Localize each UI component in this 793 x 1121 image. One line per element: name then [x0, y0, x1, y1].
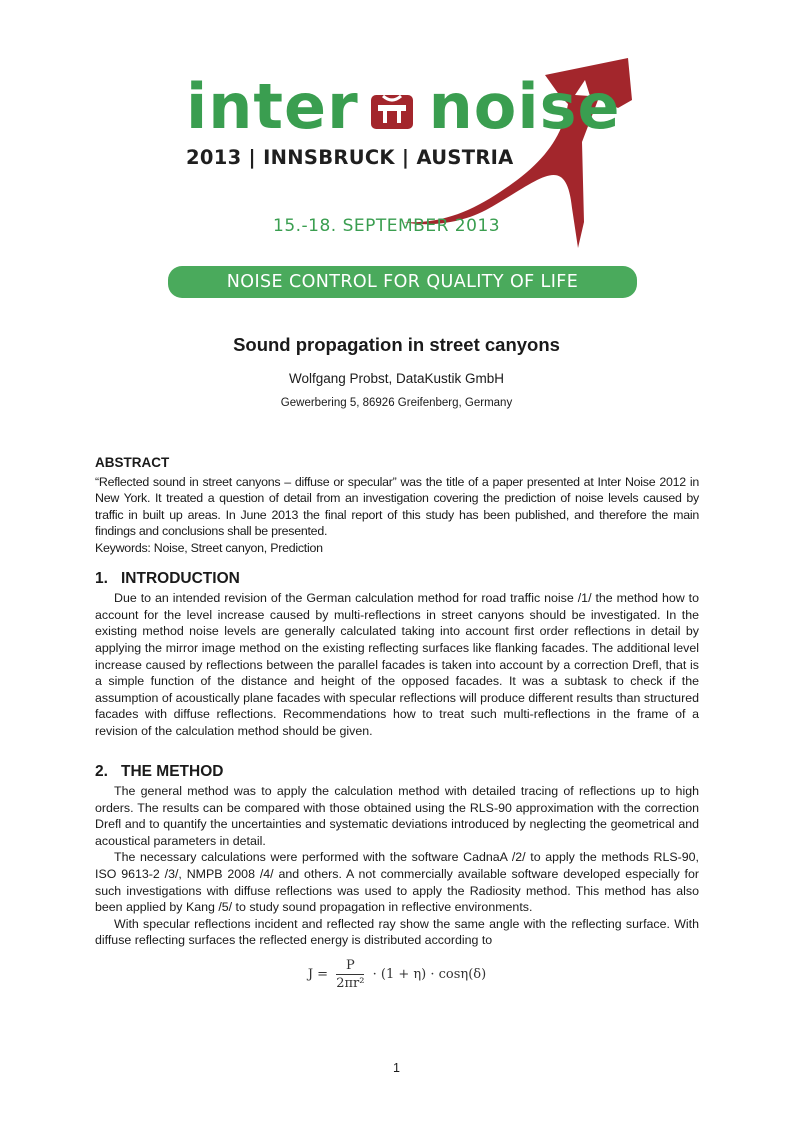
conference-location: 2013 | INNSBRUCK | AUSTRIA	[186, 146, 514, 169]
section-title: INTRODUCTION	[121, 569, 240, 587]
section-paragraph: The general method was to apply the calculation method with detailed tracing of reflections up to high orders. The results can be compared with those obtained using the RLS-90 approximation with the correction Drefl and to quantify the uncertainties and systematic deviations introduced by neglecting the geometrical and acoustical parameters in detail.	[95, 784, 699, 848]
abstract-heading: ABSTRACT	[95, 455, 170, 470]
equation-rhs: · (1 + η) · cosη(δ)	[372, 967, 487, 983]
section-heading	[95, 764, 699, 781]
conference-motto-banner: NOISE CONTROL FOR QUALITY OF LIFE	[168, 266, 637, 298]
equation-denominator: 2πr²	[336, 976, 365, 992]
section-paragraph: The necessary calculations were performed with the software CadnaA /2/ to apply the methods RLS-90, ISO 9613-2 /3/, NMPB 2008 /4/ and others. A not commercially available software developed especially for such investigations with diffuse reflections was used to apply the Radiosity method. This method has also been applied by Kang /5/ to study sound propagation in reflective environments.	[95, 850, 699, 915]
conference-date: 15.-18. SEPTEMBER 2013	[273, 216, 501, 236]
logo-emblem-icon	[369, 91, 415, 131]
section-paragraph: Due to an intended revision of the German calculation method for road traffic noise /1/ the method how to account for the level increase caused by multi-reflections in street canyons should be investigated. In the existing method noise levels are generally calculated taking into account first order reflections in detail by applying the mirror image method on the existing reflecting surfaces like flanking facades. The additional level increase caused by reflections between the parallel facades is taken into account by a correction Drefl, that is a simple function of the distance and height of the opposed facades. It was a subtask to check if the assumption of acoustically plane facades with specular reflections will produce different results than structured facades with diffuse reflections. Recommendations how to treat such multi-reflections in the frame of a revision of the calculation method should be given.	[95, 591, 699, 738]
paper-address: Gewerbering 5, 86926 Greifenberg, Germany	[280, 397, 513, 409]
abstract-text: “Reflected sound in street canyons – diffuse or specular” was the title of a paper presented at Inter Noise 2012 in New York. It treated a question of detail from an investigation covering the prediction of noise levels caused by traffic in built up areas. In June 2013 the final report of this study has been published, and therefore the main findings and conclusions shall be presented.	[95, 474, 699, 539]
equation-fraction	[336, 957, 364, 992]
equation-numerator: P	[345, 958, 355, 974]
paper-author: Wolfgang Probst, DataKustik GmbH	[288, 371, 505, 386]
logo-wordmark	[186, 70, 621, 143]
equation-lhs: J =	[307, 967, 329, 983]
section-number: 1.	[95, 569, 108, 587]
paper-title: Sound propagation in street canyons	[233, 334, 560, 355]
page-number: 1	[393, 1061, 400, 1075]
section-paragraph: With specular reflections incident and reflected ray show the same angle with the reflecting surface. With diffuse reflecting surfaces the reflected energy is distributed according to	[95, 916, 699, 948]
paper-body	[95, 455, 699, 1001]
logo-word-noise: noise	[428, 70, 621, 143]
abstract-section	[95, 455, 699, 557]
section-heading	[95, 571, 699, 588]
equation-reflected-energy	[95, 957, 699, 1001]
section-number: 2.	[95, 762, 108, 780]
section-introduction	[95, 571, 699, 740]
conference-header	[0, 0, 793, 310]
logo-word-inter: inter	[186, 70, 359, 143]
abstract-keywords: Keywords: Noise, Street canyon, Prediction	[95, 540, 323, 555]
section-title: THE METHOD	[121, 762, 224, 780]
section-method	[95, 764, 699, 950]
